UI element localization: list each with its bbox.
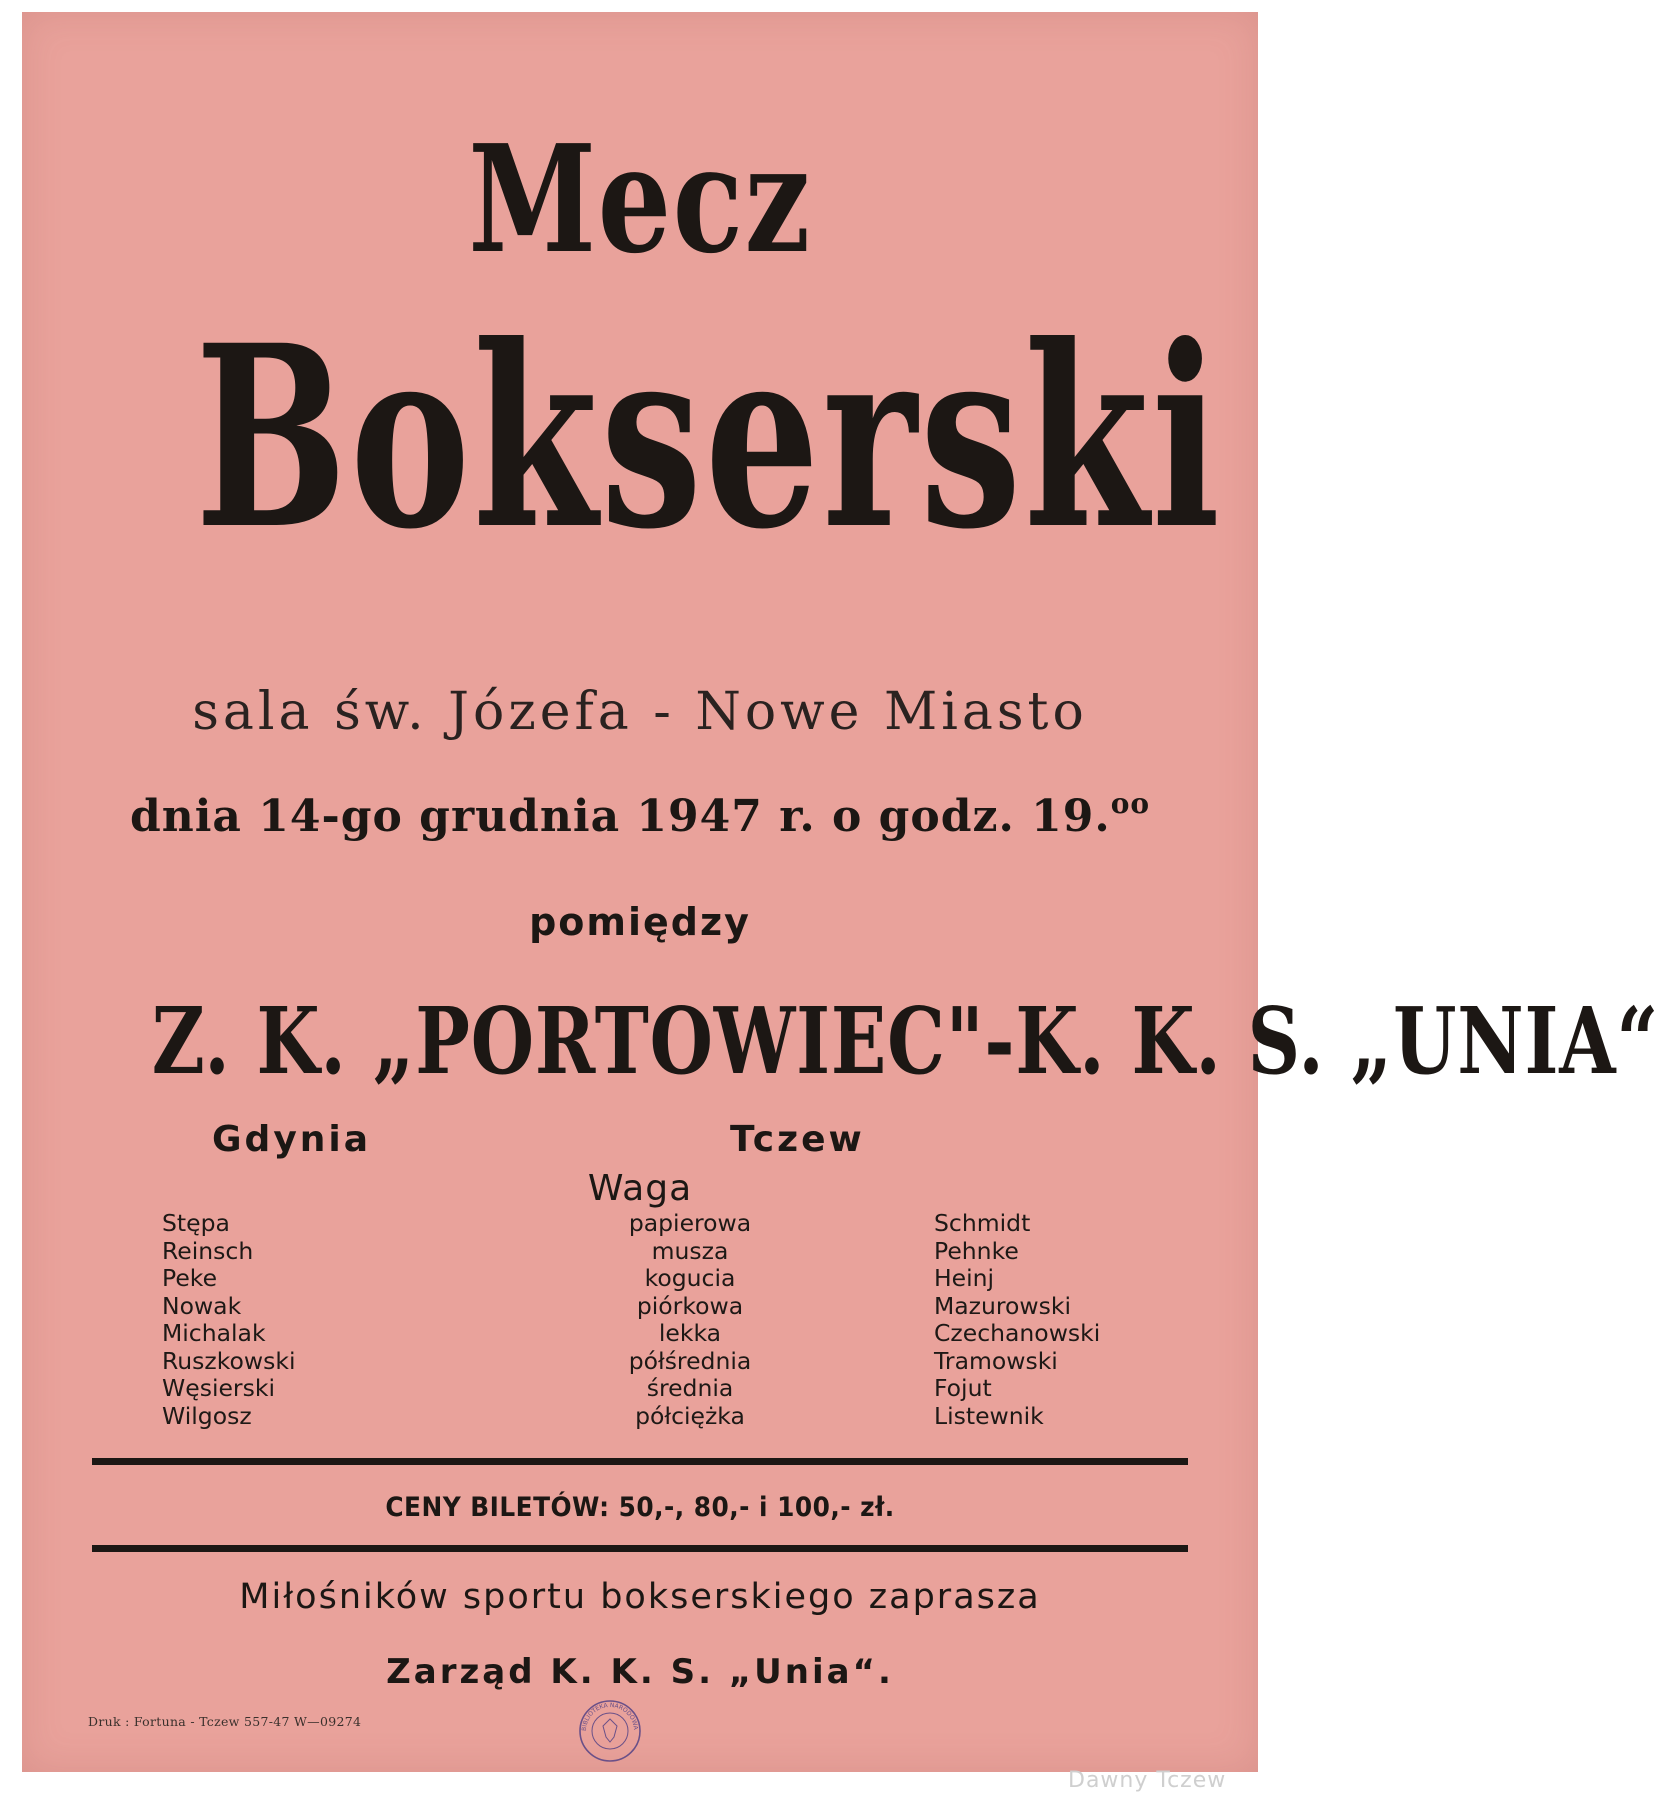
library-stamp xyxy=(577,1698,643,1764)
list-item: Ruszkowski xyxy=(162,1346,296,1375)
list-item: półciężka xyxy=(635,1401,745,1430)
weight-classes-list xyxy=(602,1210,778,1430)
weight-heading: Waga xyxy=(587,1168,693,1209)
divider-top xyxy=(92,1458,1188,1465)
list-item: Fojut xyxy=(934,1374,992,1402)
list-item: Tramowski xyxy=(934,1346,1058,1375)
list-item: Schmidt xyxy=(934,1209,1031,1237)
list-item: Heinj xyxy=(934,1264,995,1292)
svg-text:BIBLIOTEKA NARODOWA xyxy=(581,1702,639,1731)
list-item: Listewnik xyxy=(934,1401,1044,1430)
list-item: Węsierski xyxy=(162,1374,275,1402)
invitation-text: Miłośników sportu bokserskiego zaprasza xyxy=(239,1577,1041,1617)
date-text xyxy=(22,787,1258,842)
list-item: Wilgosz xyxy=(162,1401,252,1430)
list-item: Peke xyxy=(162,1264,218,1292)
printer-imprint: Druk : Fortuna - Tczew 557-47 W—09274 xyxy=(88,1714,362,1729)
divider-bottom xyxy=(92,1545,1188,1552)
between-text: pomiędzy xyxy=(529,900,751,944)
list-item: Stępa xyxy=(162,1209,230,1237)
poster-title-line2: Bokserski xyxy=(195,290,1224,584)
ticket-prices: CENY BILETÓW: 50,-, 80,- i 100,- zł. xyxy=(385,1492,895,1523)
stamp-text: BIBLIOTEKA NARODOWA xyxy=(580,1701,640,1732)
list-item: lekka xyxy=(658,1319,722,1347)
left-boxers-list xyxy=(162,1210,296,1430)
list-item: średnia xyxy=(646,1374,734,1402)
team-left-city: Gdynia xyxy=(212,1119,372,1160)
organizer-text: Zarząd K. K. S. „Unia“. xyxy=(386,1652,894,1692)
watermark-text: Dawny Tczew xyxy=(1068,1768,1227,1793)
list-item: Reinsch xyxy=(162,1236,254,1265)
date-minutes: oo xyxy=(1110,787,1151,820)
list-item: Pehnke xyxy=(934,1236,1019,1265)
boxing-poster xyxy=(22,12,1659,1772)
list-item: Mazurowski xyxy=(934,1291,1072,1320)
list-item: kogucia xyxy=(644,1264,736,1292)
poster-title-line1: Mecz xyxy=(468,112,812,286)
list-item: Nowak xyxy=(162,1291,242,1320)
teams-heading: Z. K. „PORTOWIEC"-K. K. S. „UNIA“ xyxy=(151,987,1659,1095)
list-item: musza xyxy=(651,1236,729,1265)
list-item: Michalak xyxy=(162,1319,266,1347)
list-item: piórkowa xyxy=(636,1291,744,1320)
right-boxers-list xyxy=(934,1210,1100,1430)
list-item: półśrednia xyxy=(628,1346,752,1375)
team-right-city: Tczew xyxy=(730,1119,865,1160)
list-item: Czechanowski xyxy=(934,1319,1101,1347)
venue-text: sala św. Józefa - Nowe Miasto xyxy=(192,682,1088,742)
date-main: dnia 14-go grudnia 1947 r. o godz. 19. xyxy=(129,791,1111,842)
list-item: papierowa xyxy=(628,1209,752,1237)
